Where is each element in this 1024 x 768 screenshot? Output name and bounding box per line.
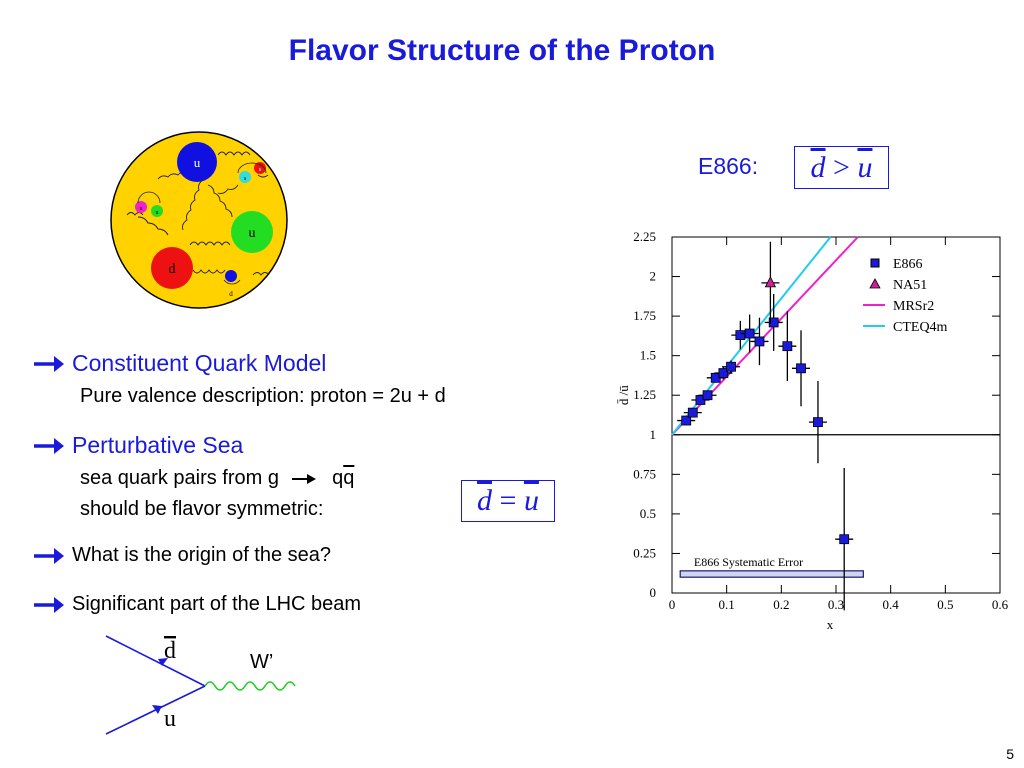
bullet-sea-origin xyxy=(32,544,331,567)
arrow-right-icon xyxy=(32,594,66,616)
y-tick-label: 2.25 xyxy=(633,229,656,244)
x-tick-label: 0.5 xyxy=(937,597,954,612)
data-point-e866 xyxy=(688,408,697,417)
arrow-right-icon xyxy=(32,353,66,375)
data-point-na51 xyxy=(765,277,775,287)
y-tick-label: 0 xyxy=(649,585,656,600)
bullet-subtext: Pure valence description: proton = 2u + d xyxy=(80,385,446,407)
y-tick-label: 1.5 xyxy=(639,347,656,363)
bullet-subtext-sea-pairs: sea quark pairs from g $q\overline{q}$ xyxy=(80,467,355,489)
equation-dbar-equals-ubar: $\overline{d}$ = $\overline{u}$ xyxy=(461,480,555,522)
x-axis-label: x xyxy=(826,617,834,632)
x-tick-label: 0.1 xyxy=(718,597,735,612)
bullet-lhc-beam xyxy=(32,593,361,616)
legend-marker xyxy=(870,279,880,288)
bullet-constituent-quark-model xyxy=(32,350,326,377)
legend-label: E866 xyxy=(893,257,923,272)
svg-text:s: s xyxy=(243,176,247,182)
page-number: 5 xyxy=(1006,746,1014,762)
e866-label: E866: xyxy=(698,153,759,179)
data-point-e866 xyxy=(736,331,745,340)
svg-text:d: d xyxy=(229,290,233,298)
data-point-e866 xyxy=(745,329,754,338)
bullet-heading: Perturbative Sea xyxy=(72,432,244,458)
arrow-right-icon xyxy=(32,435,66,457)
y-tick-label: 0.75 xyxy=(633,466,656,482)
data-point-e866 xyxy=(797,364,806,373)
x-tick-label: 0.3 xyxy=(827,597,845,612)
legend-label: CTEQ4m xyxy=(893,320,948,335)
data-point-e866 xyxy=(727,362,736,371)
bullet-heading: Significant part of the LHC beam xyxy=(72,593,362,615)
y-axis-label: d̄ /ū xyxy=(616,385,631,406)
svg-text:u: u xyxy=(155,210,159,216)
bullet-heading: What is the origin of the sea? xyxy=(72,544,332,566)
y-tick-label: 2 xyxy=(649,268,656,284)
y-tick-label: 0.25 xyxy=(633,545,656,561)
legend-label: MRSr2 xyxy=(893,299,935,314)
data-point-e866 xyxy=(703,391,712,400)
series-line-mrsr2 xyxy=(672,237,858,435)
x-tick-label: 0.6 xyxy=(991,597,1009,612)
legend-marker xyxy=(871,259,879,267)
dbar-ubar-ratio-chart xyxy=(600,225,1020,640)
systematic-error-label: E866 Systematic Error xyxy=(693,555,804,570)
slide-title: Flavor Structure of the Proton xyxy=(288,34,716,67)
x-tick-label: 0 xyxy=(668,597,676,612)
proton-diagram xyxy=(108,125,290,315)
y-tick-label: 1.75 xyxy=(633,308,656,324)
data-point-e866 xyxy=(783,342,792,351)
svg-text:s: s xyxy=(258,167,262,173)
feynman-dbar-label: d xyxy=(164,638,176,664)
svg-text:u: u xyxy=(193,155,201,170)
feynman-u-label: u xyxy=(164,706,176,732)
arrow-right-icon xyxy=(32,545,66,567)
bullet-subtext: should be flavor symmetric: xyxy=(80,498,324,520)
y-tick-label: 1 xyxy=(649,426,656,442)
systematic-error-band xyxy=(680,571,863,577)
bullet-heading: Constituent Quark Model xyxy=(72,350,327,376)
x-tick-label: 0.2 xyxy=(773,597,790,612)
bullet-perturbative-sea xyxy=(32,432,243,459)
legend-label: NA51 xyxy=(893,278,928,293)
y-tick-label: 1.25 xyxy=(633,387,656,403)
feynman-diagram xyxy=(100,628,310,738)
data-point-e866 xyxy=(755,337,764,346)
svg-text:u: u xyxy=(139,206,143,212)
data-point-e866 xyxy=(813,418,822,427)
x-tick-label: 0.4 xyxy=(882,597,899,612)
arrow-right-icon xyxy=(291,472,317,486)
svg-text:d: d xyxy=(168,262,176,277)
feynman-w-label: W’ xyxy=(250,651,274,673)
data-point-e866 xyxy=(840,535,849,544)
svg-text:u: u xyxy=(248,226,256,241)
y-tick-label: 0.5 xyxy=(639,505,656,521)
equation-dbar-greater-ubar: $\overline{d}$ > $\overline{u}$ xyxy=(794,146,889,189)
